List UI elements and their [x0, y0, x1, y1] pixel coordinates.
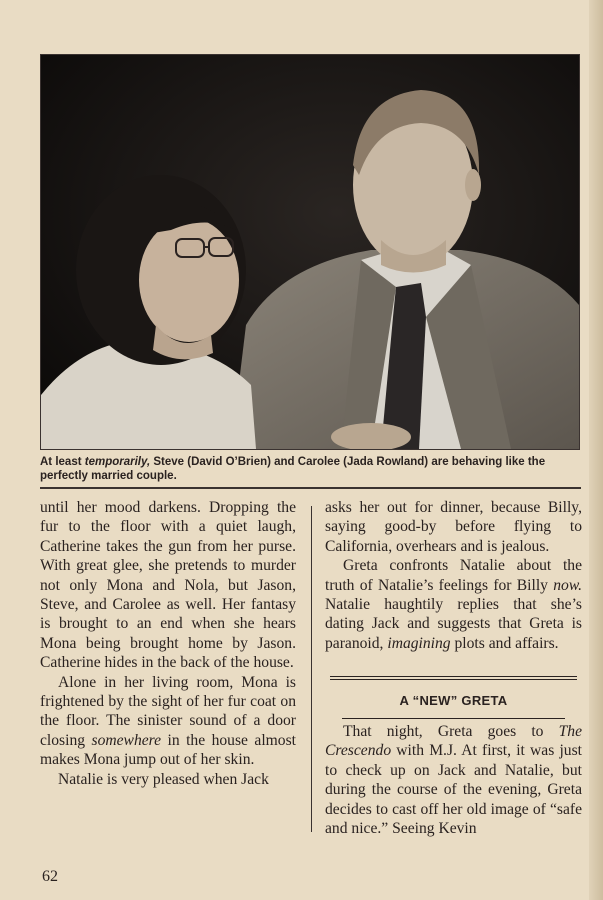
section-heading: A “NEW” GRETA [399, 693, 508, 708]
section-heading-box [330, 676, 577, 719]
left-paragraph-1: until her mood darkens. Dropping the fur to the floor with a quiet laugh, Catherine takes the gun from her purse. With great glee, she pretends to murder not only Mona and Nola, but Jason, Steve, and Carolee as well. Her fantasy is brought to an end when she hears Mona being brought home by Jason. Catherine hides in the back of the house. [40, 499, 296, 672]
heading-underline [342, 718, 565, 719]
right-paragraph-2: Greta confronts Natalie about the truth of Natalie’s feelings for Billy now. Natalie haughtily replies that she’s dating Jack and suggests that Greta is paranoid, imagining plots and affairs. [325, 557, 582, 652]
caption-rule [40, 487, 581, 489]
right-paragraph-1: asks her out for dinner, because Billy, saying good-by before flying to California, overhears and is jealous. [325, 499, 582, 555]
photo [40, 54, 580, 450]
left-paragraph-2: Alone in her living room, Mona is frightened by the sight of her fur coat on the floor. The sinister sound of a door closing somewhere in the house almost makes Mona jump out of her skin. [40, 673, 296, 769]
right-column [325, 498, 582, 653]
right-column-continued [325, 722, 582, 838]
left-paragraph-3: Natalie is very pleased when Jack [58, 770, 269, 788]
left-column [40, 498, 296, 789]
right-paragraph-3: That night, Greta goes to The Crescendo with M.J. At first, it was just to check up on Jack and Natalie, but during the course of the evening, Greta decides to cast off her old image of “safe and nice.” Seeing Kevin [325, 723, 582, 838]
photo-caption: At least temporarily, Steve (David O’Brien) and Carolee (Jada Rowland) are behaving like the perfectly married couple. [40, 456, 546, 482]
page-number: 62 [42, 868, 58, 885]
column-divider [311, 506, 312, 832]
page-edge [589, 0, 603, 900]
photo-illustration [41, 55, 579, 449]
